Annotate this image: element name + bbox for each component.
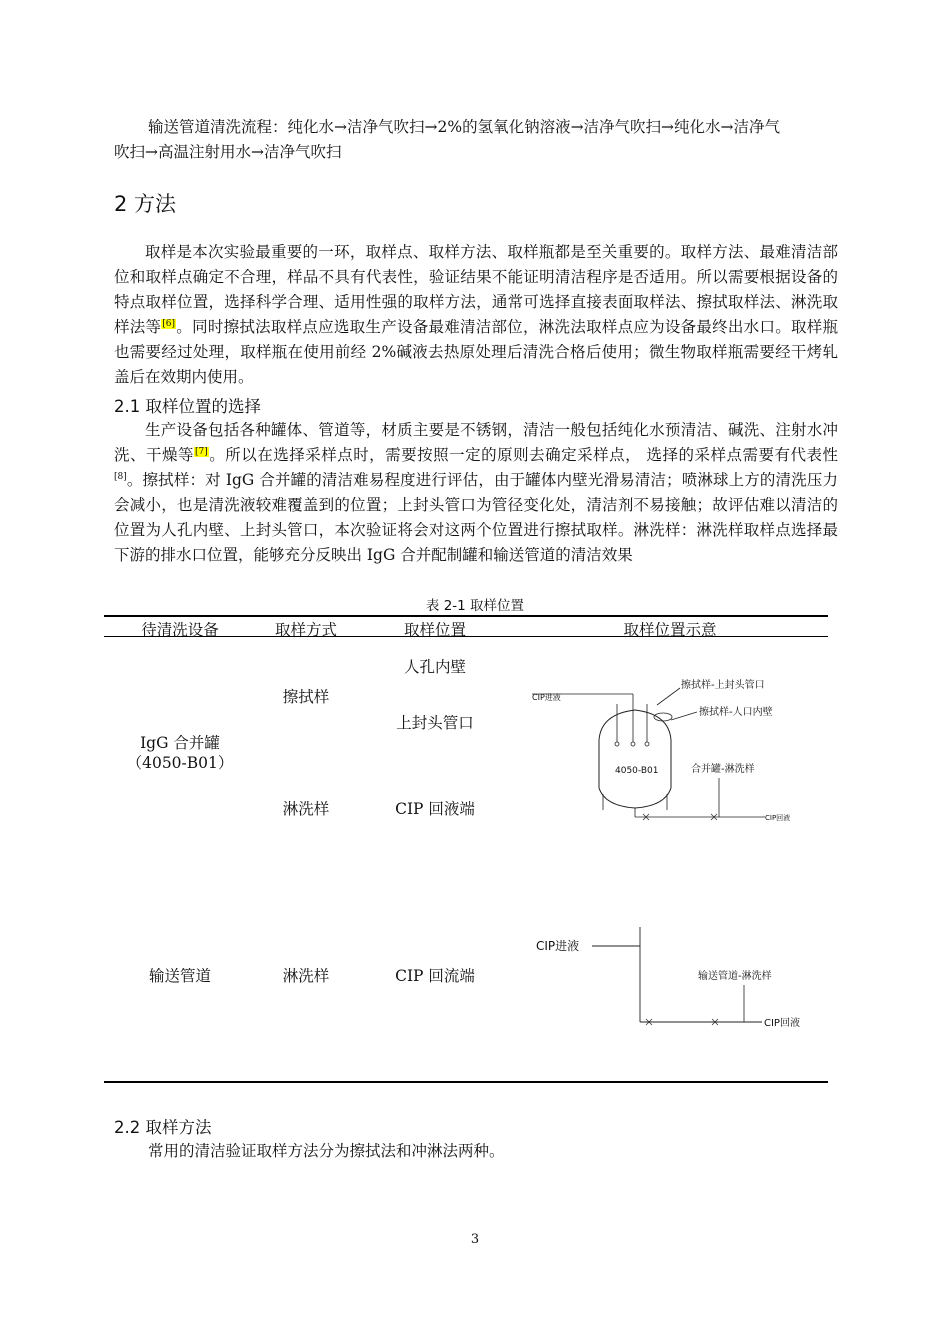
section-2-1-heading: 2.1 取样位置的选择: [114, 397, 261, 416]
page-number: 3: [470, 1232, 480, 1247]
section-2-2-paragraph: 常用的清洁验证取样方法分为擦拭法和冲淋法两种。: [148, 1142, 505, 1160]
tank-diagram: [525, 670, 815, 830]
pipeline-cip-in-label: CIP进液: [536, 939, 580, 953]
row1-method-rinse: 淋洗样: [282, 800, 330, 818]
row1-equipment-name: IgG 合并罐: [140, 734, 220, 752]
citation-6: [6]: [162, 318, 176, 329]
section-2-paragraph: 取样是本次实验最重要的一环，取样点、取样方法、取样瓶都是至关重要的。取样方法、最难清洁部位和取样点确定不合理，样品不具有代表性，验证结果不能证明清洁程序是否适用。所以需要根据设备的特点取样位置，选择科学合理、适用性强的取样方法，通常可选择直接表面取样法、擦拭取样法、淋洗取样法等[6]。同时擦拭法取样点应选取生产设备最难清洁部位，淋洗法取样点应为设备最终出水口。取样瓶也需要经过处理，取样瓶在使用前经 2%碱液去热原处理后清洗合格后使用；微生物取样瓶需要经干烤轧盖后在效期内使用。: [114, 243, 838, 386]
row2-method: 淋洗样: [282, 967, 330, 985]
intro-line-1: 输送管道清洗流程：纯化水→洁净气吹扫→2%的氢氧化钠溶液→洁净气吹扫→纯化水→洁净气: [148, 118, 781, 136]
tank-id-label: 4050-B01: [615, 766, 659, 776]
row2-equipment: 输送管道: [148, 967, 211, 985]
pipeline-label-rinse: 输送管道-淋洗样: [698, 971, 772, 982]
row1-location-manhole: 人孔内壁: [403, 658, 466, 676]
header-location: 取样位置: [403, 621, 466, 639]
header-method: 取样方式: [274, 621, 337, 639]
table-bottom-rule: [104, 1081, 828, 1083]
header-diagram: 取样位置示意: [623, 621, 717, 639]
tank-cip-in-label: CIP进液: [532, 693, 561, 702]
pipeline-diagram: [530, 925, 820, 1035]
row2-location: CIP 回流端: [395, 967, 475, 985]
tank-label-rinse: 合并罐-淋洗样: [691, 764, 755, 775]
row1-equipment-code: （4050-B01）: [126, 754, 234, 772]
row1-location-top-nozzle: 上封头管口: [396, 714, 474, 732]
table-top-rule: [104, 615, 828, 617]
tank-label-manhole: 擦拭样-人口内壁: [699, 707, 773, 718]
table-caption: 表 2-1 取样位置: [425, 598, 525, 614]
intro-line-2: 吹扫→高温注射用水→洁净气吹扫: [114, 143, 342, 161]
tank-cip-return-label: CIP回液: [765, 814, 791, 822]
citation-8: [8]: [114, 471, 127, 482]
citation-7: [7]: [194, 446, 208, 457]
section-2-2-heading: 2.2 取样方法: [114, 1118, 212, 1137]
row1-location-cip: CIP 回液端: [395, 800, 475, 818]
header-equipment: 待清洗设备: [141, 621, 219, 639]
pipeline-cip-return-label: CIP回液: [764, 1018, 800, 1029]
section-2-1-paragraph: 生产设备包括各种罐体、管道等，材质主要是不锈钢，清洁一般包括纯化水预清洁、碱洗、注射水冲洗、干燥等[7]。所以在选择采样点时，需要按照一定的原则去确定采样点， 选择的采样点需要有代表性[8]。擦拭样：对 IgG 合并罐的清洁难易程度进行评估，由于罐体内壁光滑易清洁；喷淋球上方的清洗压力会减小，也是清洗液较难覆盖到的位置；上封头管口为管径变化处，清洁剂不易接触；故评估难以清洁的位置为人孔内壁、上封头管口，本次验证将会对这两个位置进行擦拭取样。淋洗样：淋洗样取样点选择最下游的排水口位置，能够充分反映出 IgG 合并配制罐和输送管道的清洁效果: [114, 421, 838, 564]
section-2-heading: 2 方法: [114, 192, 177, 216]
tank-label-top-nozzle: 擦拭样-上封头管口: [681, 680, 765, 691]
row1-method-swab: 擦拭样: [282, 688, 330, 706]
